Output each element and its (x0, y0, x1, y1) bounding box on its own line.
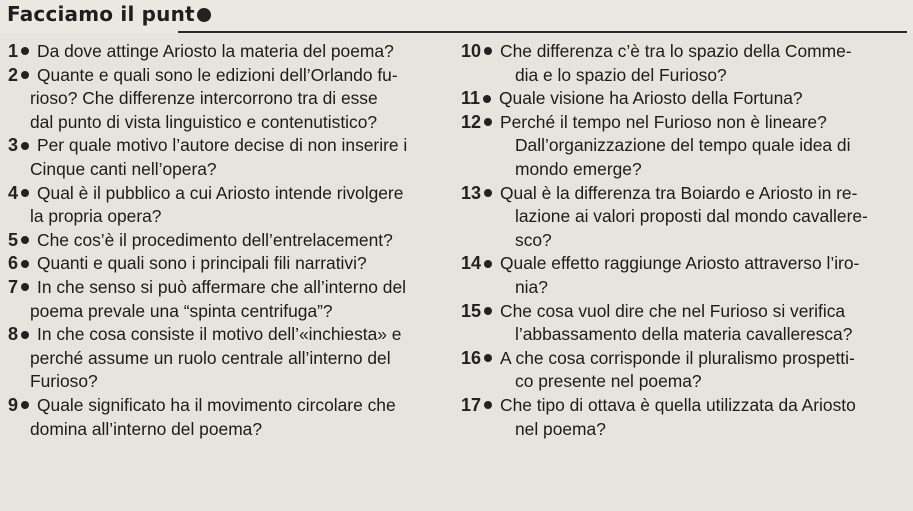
question-item (461, 347, 909, 394)
question-item (8, 134, 454, 181)
question-text-line: Da dove attinge Ariosto la materia del poema? (37, 41, 394, 61)
section-header (0, 0, 913, 34)
question-item (8, 323, 454, 394)
bullet-icon (484, 47, 492, 55)
question-text-line: In che senso si può affermare che all’interno del (37, 276, 406, 297)
question-number: 11 (461, 88, 481, 109)
question-text-line: Quante e quali sono le edizioni dell’Orlando fu- (37, 64, 398, 85)
question-text-line: In che cosa consiste il motivo dell’«inchiesta» e (37, 324, 402, 345)
question-text-line: Quale effetto raggiunge Ariosto attraverso l’iro- (500, 253, 860, 274)
question-number: 13 (461, 182, 482, 203)
bullet-icon (484, 118, 492, 126)
question-text-line: Quanti e quali sono i principali fili narrativi? (37, 253, 367, 274)
question-item (461, 300, 909, 347)
question-number: 15 (461, 300, 482, 321)
question-item (461, 252, 909, 299)
question-text-line: Dall’organizzazione del tempo quale idea di (515, 135, 851, 156)
bullet-icon (21, 283, 29, 291)
question-number: 17 (461, 394, 482, 415)
question-number: 12 (461, 111, 482, 132)
question-number: 10 (461, 41, 482, 61)
question-item (8, 276, 454, 323)
bullet-icon (484, 401, 492, 409)
question-text-line: Per quale motivo l’autore decise di non inserire i (37, 135, 408, 156)
question-number: 14 (461, 253, 482, 274)
question-text-line: lazione ai valori proposti dal mondo cavallere- (515, 206, 868, 227)
question-text-line: perché assume un ruolo centrale all’interno del (30, 347, 391, 368)
bullet-icon (21, 71, 29, 79)
title-divider (178, 31, 907, 33)
question-text-line: nel poema? (515, 418, 606, 439)
question-text-line: co presente nel poema? (515, 371, 702, 392)
question-text-line: l’abbassamento della materia cavalleresca? (515, 324, 853, 345)
question-item (8, 64, 454, 135)
question-item (8, 252, 454, 276)
bullet-icon (483, 95, 491, 103)
question-item (461, 87, 909, 111)
question-item (8, 182, 454, 229)
question-number: 3 (8, 135, 19, 156)
question-text-line: mondo emerge? (515, 158, 642, 179)
bullet-icon (484, 189, 492, 197)
question-item (8, 40, 454, 64)
bullet-icon (21, 260, 29, 268)
question-number: 8 (8, 324, 19, 345)
question-text-line: dia e lo spazio del Furioso? (515, 64, 727, 85)
question-text-line: Che tipo di ottava è quella utilizzata da Ariosto (500, 394, 856, 415)
question-item (461, 40, 909, 87)
bullet-icon (21, 236, 29, 244)
questions-column-left (8, 40, 454, 441)
question-text-line: A che cosa corrisponde il pluralismo prospetti- (500, 347, 855, 368)
question-text-line: Qual è la differenza tra Boiardo e Ariosto in re- (500, 182, 858, 203)
question-text-line: Qual è il pubblico a cui Ariosto intende rivolgere (37, 182, 404, 203)
bullet-icon (21, 331, 29, 339)
questions-column-right (461, 40, 909, 441)
bullet-icon (484, 354, 492, 362)
question-number: 16 (461, 347, 482, 368)
question-item (461, 394, 909, 441)
question-number: 4 (8, 182, 19, 203)
question-number: 7 (8, 276, 19, 297)
question-item (8, 394, 454, 441)
question-text-line: la propria opera? (30, 206, 162, 227)
bullet-icon (21, 189, 29, 197)
question-number: 9 (8, 394, 19, 415)
question-text-line: rioso? Che differenze intercorrono tra di esse (30, 88, 378, 109)
question-item (8, 229, 454, 253)
bullet-icon (21, 401, 29, 409)
question-number: 5 (8, 229, 19, 250)
section-title: Facciamo il punt (7, 2, 211, 26)
question-number: 6 (8, 253, 19, 274)
question-text-line: Che differenza c’è tra lo spazio della Comme- (500, 41, 852, 61)
question-text-line: Cinque canti nell’opera? (30, 158, 217, 179)
question-number: 1 (8, 41, 19, 61)
question-number: 2 (8, 64, 19, 85)
question-text-line: Quale significato ha il movimento circolare che (37, 394, 396, 415)
question-text-line: poema prevale una “spinta centrifuga”? (30, 300, 333, 321)
question-item (461, 111, 909, 182)
question-text-line: nia? (515, 276, 548, 297)
question-text-line: dal punto di vista linguistico e contenutistico? (30, 111, 378, 132)
question-text-line: Perché il tempo nel Furioso non è lineare? (500, 111, 827, 132)
bullet-icon (21, 47, 29, 55)
question-text-line: sco? (515, 229, 552, 250)
question-text-line: Quale visione ha Ariosto della Fortuna? (499, 88, 803, 109)
bullet-icon (21, 142, 29, 150)
question-text-line: domina all’interno del poema? (30, 418, 263, 439)
bullet-icon (484, 260, 492, 268)
question-text-line: Che cosa vuol dire che nel Furioso si verifica (500, 300, 846, 321)
bullet-icon (484, 307, 492, 315)
question-item (461, 182, 909, 253)
question-text-line: Che cos’è il procedimento dell’entrelacement? (37, 229, 393, 250)
title-bullet-icon (197, 8, 211, 22)
question-text-line: Furioso? (30, 371, 98, 392)
